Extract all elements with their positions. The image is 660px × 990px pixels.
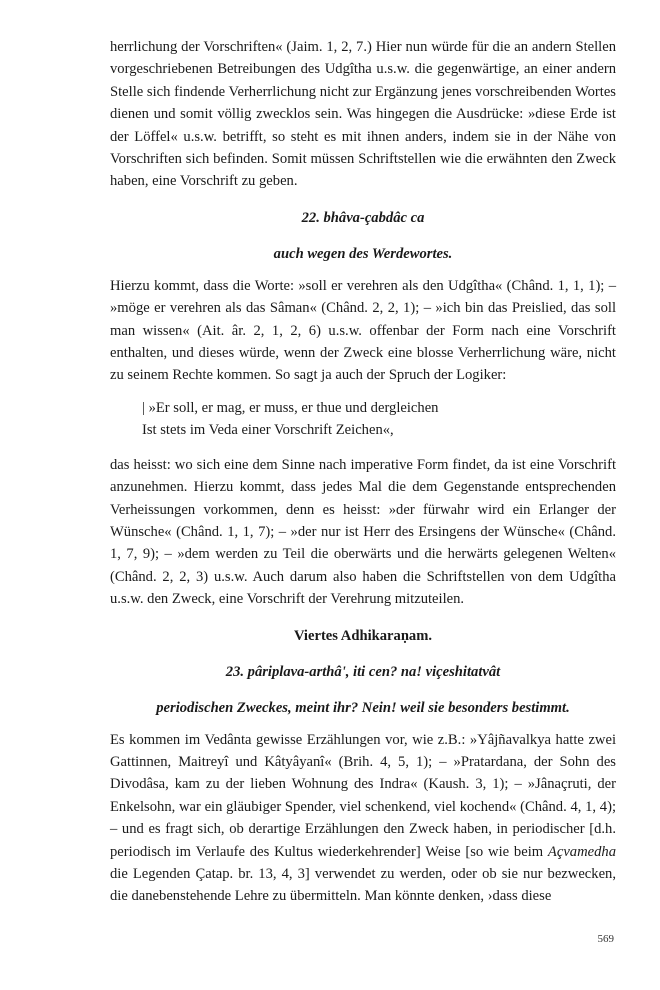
sutra-22-heading: 22. bhâva-çabdâc ca bbox=[301, 209, 425, 226]
page-number: 569 bbox=[597, 933, 614, 945]
sutra-23-translation: periodischen Zweckes, meint ihr? Nein! weil sie besonders bestimmt. bbox=[156, 699, 570, 716]
paragraph-explanation: das heisst: wo sich eine dem Sinne nach imperative Form findet, da ist eine Vorschrift anzunehmen. Hierzu kommt, dass jedes Mal die dem Gegenstande entsprechenden Verheissungen vorkommen, denn es heisst: »der fürwahr wird ein Erlanger der Wünsche« (Chând. 1, 1, 7); – »der nur ist Herr des Ersingens der Wünsche« (Chând. 1, 7, 9); – »dem werden zu Teil die oberwärts und die herwärts gelegenen Welten« (Chând. 2, 2, 3) u.s.w. Auch darum also haben die Schriftstellen von dem Udgîtha u.s.w. den Zweck, eine Vorschrift der Verehrung mitzuteilen. bbox=[110, 456, 616, 608]
paragraph-sutra-23-text-end: die Legenden Çatap. br. 13, 4, 3] verwendet zu werden, oder ob sie nur bezwecken, die danebenstehende Lehre zu übermitteln. Man könnte denken, ›dass diese bbox=[110, 865, 616, 905]
paragraph-sutra-23-italic-term: Açvamedha bbox=[547, 843, 616, 860]
paragraph-continuation: herrlichung der Vorschriften« (Jaim. 1, 2, 7.) Hier nun würde für die an andern Stellen vorgeschriebenen Betreibungen des Udgîtha u.s.w. die gegenwärtige, an einer andern Stelle sich findende Verherrlichung nicht zur Ergänzung jenes vorschreibenden Wortes dienen und somit völlig zwecklos sein. Was hingegen die Ausdrücke: »diese Erde ist der Löffel« u.s.w. betrifft, so steht es mit ihnen anders, indem sie in der Nähe von Vorschriften sich befinden. Somit müssen Schriftstellen wie die erwähnten den Zweck haben, eine Vorschrift zu geben. bbox=[110, 39, 616, 190]
verse-line-1: | »Er soll, er mag, er muss, er thue und dergleichen bbox=[142, 399, 439, 416]
verse-line-2: Ist stets im Veda einer Vorschrift Zeichen«, bbox=[142, 422, 394, 439]
adhikarana-heading: Viertes Adhikaraṇam. bbox=[293, 627, 433, 644]
verse-block bbox=[110, 397, 616, 442]
paragraph-sutra-23-text-start: Es kommen im Vedânta gewisse Erzählungen vor, wie z.B.: »Yâjñavalkya hatte zwei Gattinnen, Maitreyî und Kâtyâyanî« (Brih. 4, 5, 1); – »Pratardana, der Sohn des Divodâsa, kam zu der lieben Wohnung des Indra« (Kaush. 3, 1); – »Jânaçruti, der Enkelsohn, war ein gläubiger Spender, viel schenkend, viel kochend« (Chând. 4, 1, 4); – und es fragt sich, ob derartige Erzählungen den Zweck haben, in periodischer [d.h. periodisch im Verlaufe des Kultus wiederkehrender] Weise [so wie beim bbox=[110, 731, 616, 860]
paragraph-sutra-23 bbox=[110, 729, 616, 908]
page-body bbox=[110, 36, 616, 908]
sutra-22-translation: auch wegen des Werdewortes. bbox=[273, 245, 453, 262]
paragraph-sutra-22: Hierzu kommt, dass die Worte: »soll er verehren als den Udgîtha« (Chând. 1, 1, 1); – »möge er verehren als das Sâman« (Chând. 2, 2, 1); – »ich bin das Preislied, das soll man wissen« (Ait. âr. 2, 1, 2, 6) u.s.w. offenbar der Form nach eine Vorschrift enthalten, und dieses würde, wenn der Zweck eine blosse Verherrlichung wäre, nicht zu seinem Rechte kommen. So sagt ja auch der Spruch der Logiker: bbox=[110, 277, 616, 384]
sutra-23-heading: 23. pâriplava-arthâ', iti cen? na! viçeshitatvât bbox=[225, 663, 501, 680]
